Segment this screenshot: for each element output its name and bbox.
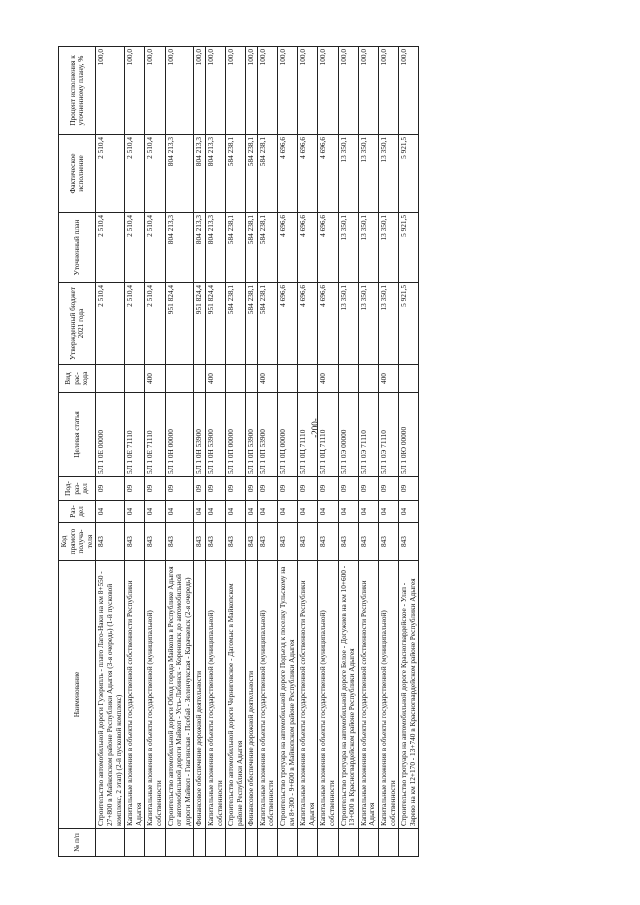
cell-vr [165, 365, 194, 393]
cell-prz: 09 [125, 477, 145, 501]
table-row [125, 47, 145, 857]
cell-code: 843 [379, 523, 399, 561]
cell-code: 843 [399, 523, 419, 561]
cell-cst: 5Л 1 0П 53900 [246, 393, 258, 477]
header-razdel: Раз- дел [59, 501, 96, 523]
cell-code: 843 [246, 523, 258, 561]
cell-cst: 5Л 1 0Ю 00000 [399, 393, 419, 477]
cell-cst: 5Л 1 0Е 71110 [125, 393, 145, 477]
table-header [59, 47, 96, 857]
cell-budget: 13 350,1 [338, 283, 358, 365]
cell-plan: 13 350,1 [358, 213, 378, 283]
table-row [226, 47, 246, 857]
cell-budget: 584 238,1 [226, 283, 246, 365]
cell-code: 843 [165, 523, 194, 561]
cell-prz: 09 [318, 477, 338, 501]
cell-n [205, 829, 225, 857]
cell-plan: 2 510,4 [145, 213, 165, 283]
header-fact: Фактическое исполнение [59, 135, 96, 213]
cell-pct: 100,0 [257, 47, 277, 135]
cell-vr [278, 365, 298, 393]
cell-rz: 04 [205, 501, 225, 523]
cell-rz: 04 [257, 501, 277, 523]
cell-prz: 09 [96, 477, 125, 501]
cell-code: 843 [257, 523, 277, 561]
cell-budget: 4 696,6 [318, 283, 338, 365]
cell-fact: 2 510,4 [145, 135, 165, 213]
cell-vr [125, 365, 145, 393]
page-number: -200- [309, 418, 320, 438]
cell-cst: 5Л 1 0Ц 00000 [278, 393, 298, 477]
cell-prz: 09 [145, 477, 165, 501]
cell-n [298, 829, 318, 857]
cell-pct: 100,0 [205, 47, 225, 135]
budget-table [58, 46, 419, 857]
cell-pct: 100,0 [226, 47, 246, 135]
cell-cst: 5Л 1 0П 53900 [257, 393, 277, 477]
cell-cst: 5Л 1 0Ц 71110 [318, 393, 338, 477]
cell-name: Капитальные вложения в объекты государственной собственности Республики Адыгея [298, 561, 318, 829]
cell-cst: 5Л 1 0Е 71110 [145, 393, 165, 477]
cell-cst: 5Л 1 0П 00000 [226, 393, 246, 477]
cell-fact: 4 696,6 [298, 135, 318, 213]
cell-prz: 09 [338, 477, 358, 501]
cell-plan: 804 213,3 [205, 213, 225, 283]
table-row [318, 47, 338, 857]
cell-code: 843 [226, 523, 246, 561]
cell-code: 843 [298, 523, 318, 561]
cell-plan: 13 350,1 [379, 213, 399, 283]
cell-budget: 584 238,1 [246, 283, 258, 365]
cell-fact: 4 696,6 [318, 135, 338, 213]
cell-n [246, 829, 258, 857]
table-row [278, 47, 298, 857]
cell-fact: 804 213,3 [165, 135, 194, 213]
cell-n [257, 829, 277, 857]
cell-n [338, 829, 358, 857]
cell-vr [226, 365, 246, 393]
cell-plan: 4 696,6 [278, 213, 298, 283]
cell-pct: 100,0 [96, 47, 125, 135]
cell-plan: 804 213,3 [165, 213, 194, 283]
header-budget: Утвержденный бюджет 2021 года [59, 283, 96, 365]
cell-rz: 04 [125, 501, 145, 523]
cell-fact: 584 238,1 [226, 135, 246, 213]
cell-prz: 09 [358, 477, 378, 501]
cell-name: Строительство автомобильной дороги Черниговское - Дагомыс в Майкопском районе Республики Адыгея [226, 561, 246, 829]
cell-plan: 584 238,1 [226, 213, 246, 283]
cell-code: 843 [278, 523, 298, 561]
cell-code: 843 [96, 523, 125, 561]
cell-rz: 04 [226, 501, 246, 523]
cell-code: 843 [338, 523, 358, 561]
cell-name: Строительство тротуара на автомобильной дороге Белое - Догужиев на км 10+600 - 13+000 в Красногвардейском районе Республики Адыгея [338, 561, 358, 829]
cell-n [226, 829, 246, 857]
cell-plan: 13 350,1 [338, 213, 358, 283]
cell-plan: 584 238,1 [246, 213, 258, 283]
cell-vr [358, 365, 378, 393]
cell-n [194, 829, 206, 857]
cell-plan: 584 238,1 [257, 213, 277, 283]
cell-fact: 804 213,3 [194, 135, 206, 213]
cell-fact: 584 238,1 [246, 135, 258, 213]
cell-pct: 100,0 [278, 47, 298, 135]
cell-prz: 09 [165, 477, 194, 501]
cell-name: Капитальные вложения в объекты государственной (муниципальной) собственности [145, 561, 165, 829]
cell-budget: 2 510,4 [96, 283, 125, 365]
cell-vr: 400 [318, 365, 338, 393]
cell-name: Строительство тротуара на автомобильной дороге Красногвардейское - Улап - Зарево на км 12+170 - 13+740 в Красногвардейском районе Республики Адыгея [399, 561, 419, 829]
cell-name: Строительство автомобильной дороги Обход города Майкопа в Республике Адыгея от автомобильной дороги Майкоп - Усть-Лабинск - Кореновск до автомобильной дороги Майкоп - Гиагинская - Псебай - Зеленчукская - Карачаевск (2-я очередь) [165, 561, 194, 829]
header-expense-type: Вид рас- хода [59, 365, 96, 393]
cell-pct: 100,0 [358, 47, 378, 135]
cell-budget: 584 238,1 [257, 283, 277, 365]
cell-cst: 5Л 1 0Е 00000 [96, 393, 125, 477]
cell-cst: 5Л 1 0Н 00000 [165, 393, 194, 477]
table-row [96, 47, 125, 857]
cell-budget: 13 350,1 [358, 283, 378, 365]
cell-budget: 2 510,4 [125, 283, 145, 365]
cell-prz: 09 [257, 477, 277, 501]
cell-prz: 09 [226, 477, 246, 501]
cell-code: 843 [194, 523, 206, 561]
cell-pct: 100,0 [125, 47, 145, 135]
cell-code: 843 [205, 523, 225, 561]
cell-fact: 13 350,1 [358, 135, 378, 213]
cell-prz: 09 [246, 477, 258, 501]
cell-n [278, 829, 298, 857]
cell-cst: 5Л 1 0Н 53900 [194, 393, 206, 477]
cell-vr [338, 365, 358, 393]
cell-n [145, 829, 165, 857]
cell-n [379, 829, 399, 857]
header-name: Наименование [59, 561, 96, 829]
cell-prz: 09 [194, 477, 206, 501]
cell-rz: 04 [399, 501, 419, 523]
cell-name: Капитальные вложения в объекты государственной (муниципальной) собственности [257, 561, 277, 829]
table-row [194, 47, 206, 857]
cell-pct: 100,0 [246, 47, 258, 135]
cell-prz: 09 [379, 477, 399, 501]
cell-budget: 951 824,4 [205, 283, 225, 365]
cell-budget: 13 350,1 [379, 283, 399, 365]
cell-name: Капитальные вложения в объекты государственной собственности Республики Адыгея [125, 561, 145, 829]
cell-rz: 04 [318, 501, 338, 523]
cell-prz: 09 [399, 477, 419, 501]
header-n: № п/п [59, 829, 96, 857]
cell-prz: 09 [298, 477, 318, 501]
cell-n [125, 829, 145, 857]
table-body [96, 47, 419, 857]
cell-vr: 400 [205, 365, 225, 393]
cell-name: Финансовое обеспечение дорожной деятельности [194, 561, 206, 829]
cell-vr [194, 365, 206, 393]
header-target: Целевая статья [59, 393, 96, 477]
cell-cst: 5Л 1 0Н 53900 [205, 393, 225, 477]
cell-code: 843 [358, 523, 378, 561]
cell-code: 843 [125, 523, 145, 561]
cell-fact: 13 350,1 [338, 135, 358, 213]
cell-vr: 400 [257, 365, 277, 393]
cell-pct: 100,0 [338, 47, 358, 135]
cell-name: Строительство автомобильной дороги Гузерипль - плато Лаго-Наки на км 8+550 - 27+800 в Майкопском районе Республики Адыгея (3-я очередь) (1-й пусковой комплекс, 2 этап) (2-й пусковой комплекс) [96, 561, 125, 829]
cell-n [165, 829, 194, 857]
cell-plan: 2 510,4 [96, 213, 125, 283]
cell-rz: 04 [145, 501, 165, 523]
cell-vr [298, 365, 318, 393]
cell-pct: 100,0 [379, 47, 399, 135]
cell-pct: 100,0 [399, 47, 419, 135]
cell-fact: 13 350,1 [379, 135, 399, 213]
table-row [246, 47, 258, 857]
cell-name: Капитальные вложения в объекты государственной (муниципальной) собственности [379, 561, 399, 829]
cell-code: 843 [318, 523, 338, 561]
cell-fact: 4 696,6 [278, 135, 298, 213]
table-row [399, 47, 419, 857]
cell-budget: 2 510,4 [145, 283, 165, 365]
table-row [165, 47, 194, 857]
cell-fact: 804 213,3 [205, 135, 225, 213]
cell-budget: 951 824,4 [194, 283, 206, 365]
cell-vr: 400 [145, 365, 165, 393]
cell-n [399, 829, 419, 857]
header-code: Код прямого получа- теля [59, 523, 96, 561]
cell-n [318, 829, 338, 857]
cell-name: Финансовое обеспечение дорожной деятельности [246, 561, 258, 829]
cell-cst: 5Л 1 0Э 71110 [358, 393, 378, 477]
cell-plan: 2 510,4 [125, 213, 145, 283]
cell-vr [399, 365, 419, 393]
table-row [358, 47, 378, 857]
cell-rz: 04 [338, 501, 358, 523]
cell-n [96, 829, 125, 857]
table-row [298, 47, 318, 857]
cell-pct: 100,0 [194, 47, 206, 135]
cell-vr [246, 365, 258, 393]
header-plan: Уточненный план [59, 213, 96, 283]
rotated-table-wrapper [58, 47, 582, 857]
cell-vr: 400 [379, 365, 399, 393]
cell-rz: 04 [165, 501, 194, 523]
cell-fact: 584 238,1 [257, 135, 277, 213]
cell-rz: 04 [194, 501, 206, 523]
cell-n [358, 829, 378, 857]
cell-plan: 5 921,5 [399, 213, 419, 283]
cell-prz: 09 [278, 477, 298, 501]
cell-name: Капитальные вложения в объекты государственной собственности Республики Адыгея [358, 561, 378, 829]
cell-cst: 5Л 1 0Э 00000 [338, 393, 358, 477]
cell-fact: 2 510,4 [125, 135, 145, 213]
table-row [257, 47, 277, 857]
cell-pct: 100,0 [165, 47, 194, 135]
cell-plan: 4 696,6 [298, 213, 318, 283]
table-row [205, 47, 225, 857]
cell-prz: 09 [205, 477, 225, 501]
table-row [338, 47, 358, 857]
cell-rz: 04 [278, 501, 298, 523]
cell-vr [96, 365, 125, 393]
cell-fact: 5 921,5 [399, 135, 419, 213]
cell-plan: 804 213,3 [194, 213, 206, 283]
table-row [379, 47, 399, 857]
cell-budget: 4 696,6 [298, 283, 318, 365]
cell-budget: 4 696,6 [278, 283, 298, 365]
cell-rz: 04 [379, 501, 399, 523]
cell-cst: 5Л 1 0Э 71110 [379, 393, 399, 477]
cell-fact: 2 510,4 [96, 135, 125, 213]
cell-name: Строительство тротуара на автомобильной дороге Подъезд к поселку Тульскому на км 8+300 - 9+600 в Майкопском районе Республики Адыгея [278, 561, 298, 829]
cell-rz: 04 [298, 501, 318, 523]
cell-pct: 100,0 [298, 47, 318, 135]
cell-cst: 5Л 1 0Ц 71110 [298, 393, 318, 477]
cell-pct: 100,0 [145, 47, 165, 135]
cell-budget: 951 824,4 [165, 283, 194, 365]
header-podrazdel: Под- раз- дел [59, 477, 96, 501]
cell-plan: 4 696,6 [318, 213, 338, 283]
cell-name: Капитальные вложения в объекты государственной (муниципальной) собственности [205, 561, 225, 829]
cell-rz: 04 [96, 501, 125, 523]
cell-pct: 100,0 [318, 47, 338, 135]
cell-budget: 5 921,5 [399, 283, 419, 365]
cell-rz: 04 [246, 501, 258, 523]
header-percent: Процент исполнения к уточненному плану, % [59, 47, 96, 135]
cell-code: 843 [145, 523, 165, 561]
table-row [145, 47, 165, 857]
cell-name: Капитальные вложения в объекты государственной (муниципальной) собственности [318, 561, 338, 829]
cell-rz: 04 [358, 501, 378, 523]
